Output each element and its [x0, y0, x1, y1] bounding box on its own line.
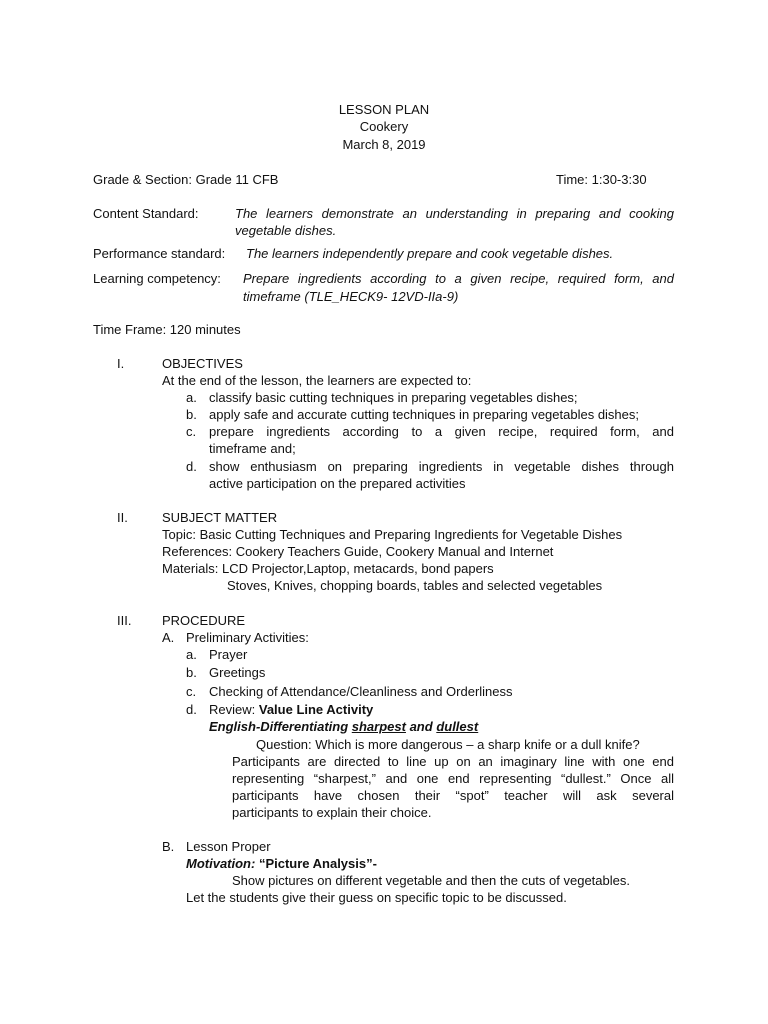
preliminary-activities: Preliminary Activities: — [186, 630, 309, 645]
competency-label: Learning competency: — [93, 271, 221, 286]
lesson-proper: Lesson Proper — [186, 839, 271, 854]
subject-materials-2: Stoves, Knives, chopping boards, tables and selected vegetables — [227, 578, 603, 593]
motivation-title: “Picture Analysis”- — [255, 856, 377, 871]
objective-b: apply safe and accurate cutting techniques in preparing vegetables dishes; — [209, 407, 640, 422]
procedure-num: III. — [117, 613, 132, 628]
doc-title: LESSON PLAN — [338, 102, 430, 117]
content-standard-text-2: vegetable dishes. — [235, 223, 337, 238]
question-line-2: Participants are directed to line up on an imaginary line with one end — [232, 754, 674, 769]
question-line-1: Question: Which is more dangerous – a sharp knife or a dull knife? — [256, 737, 640, 752]
objective-c-2: timeframe and; — [209, 441, 296, 456]
prelim-d-mark: d. — [186, 702, 197, 717]
review-prefix: Review: — [209, 702, 259, 717]
question-line-5: participants to explain their choice. — [232, 805, 432, 820]
question-line-3: representing “sharpest,” and one end representing “dullest.” Once all — [232, 771, 674, 786]
objectives-intro: At the end of the lesson, the learners are expected to: — [162, 373, 472, 388]
content-standard-text-1: The learners demonstrate an understanding in preparing and cooking — [235, 206, 674, 221]
objective-c-mark: c. — [186, 424, 197, 439]
doc-date: March 8, 2019 — [342, 137, 426, 152]
time-frame: Time Frame: 120 minutes — [93, 322, 241, 337]
objective-b-mark: b. — [186, 407, 197, 422]
objectives-heading: OBJECTIVES — [162, 356, 243, 371]
prelim-greetings: Greetings — [209, 665, 266, 680]
procedure-a-mark: A. — [162, 630, 175, 645]
motivation — [186, 855, 377, 872]
prelim-a-mark: a. — [186, 647, 197, 662]
subject-topic: Topic: Basic Cutting Techniques and Preparing Ingredients for Vegetable Dishes — [162, 527, 623, 542]
performance-label: Performance standard: — [93, 246, 226, 261]
prelim-c-mark: c. — [186, 684, 197, 699]
competency-text-2: timeframe (TLE_HECK9- 12VD-IIa-9) — [243, 289, 459, 304]
word-dullest: dullest — [436, 719, 479, 734]
subject-matter-num: II. — [117, 510, 128, 525]
motivation-line-1: Show pictures on different vegetable and then the cuts of vegetables. — [232, 873, 630, 888]
performance-text: The learners independently prepare and cook vegetable dishes. — [246, 246, 614, 261]
motivation-label: Motivation: — [186, 856, 256, 871]
word-and: and — [405, 719, 437, 734]
prelim-b-mark: b. — [186, 665, 197, 680]
grade-section: Grade & Section: Grade 11 CFB — [93, 172, 279, 187]
english-prefix: English-Differentiating — [209, 719, 352, 734]
objective-d-2: active participation on the prepared activities — [209, 476, 466, 491]
time: Time: 1:30-3:30 — [556, 172, 647, 187]
review-activity: Value Line Activity — [258, 702, 374, 717]
competency-text-1: Prepare ingredients according to a given recipe, required form, and — [243, 271, 674, 286]
objective-d-mark: d. — [186, 459, 197, 474]
prelim-review — [209, 701, 373, 718]
subject-materials-1: Materials: LCD Projector,Laptop, metacards, bond papers — [162, 561, 494, 576]
subject-matter-heading: SUBJECT MATTER — [162, 510, 278, 525]
procedure-b-mark: B. — [162, 839, 175, 854]
objective-c-1: prepare ingredients according to a given recipe, required form, and — [209, 424, 674, 439]
objective-d-1: show enthusiasm on preparing ingredients in vegetable dishes through — [209, 459, 674, 474]
question-line-4: participants have chosen their “spot” teacher will ask several — [232, 788, 674, 803]
prelim-attendance: Checking of Attendance/Cleanliness and Orderliness — [209, 684, 513, 699]
word-sharpest: sharpest — [351, 719, 406, 734]
doc-subject: Cookery — [359, 119, 409, 134]
motivation-line-2: Let the students give their guess on specific topic to be discussed. — [186, 890, 567, 905]
content-standard-label: Content Standard: — [93, 206, 199, 221]
objective-a: classify basic cutting techniques in preparing vegetables dishes; — [209, 390, 578, 405]
objective-a-mark: a. — [186, 390, 197, 405]
subject-references: References: Cookery Teachers Guide, Cookery Manual and Internet — [162, 544, 554, 559]
prelim-prayer: Prayer — [209, 647, 248, 662]
objectives-num: I. — [117, 356, 125, 371]
english-differentiating — [209, 718, 478, 735]
procedure-heading: PROCEDURE — [162, 613, 246, 628]
